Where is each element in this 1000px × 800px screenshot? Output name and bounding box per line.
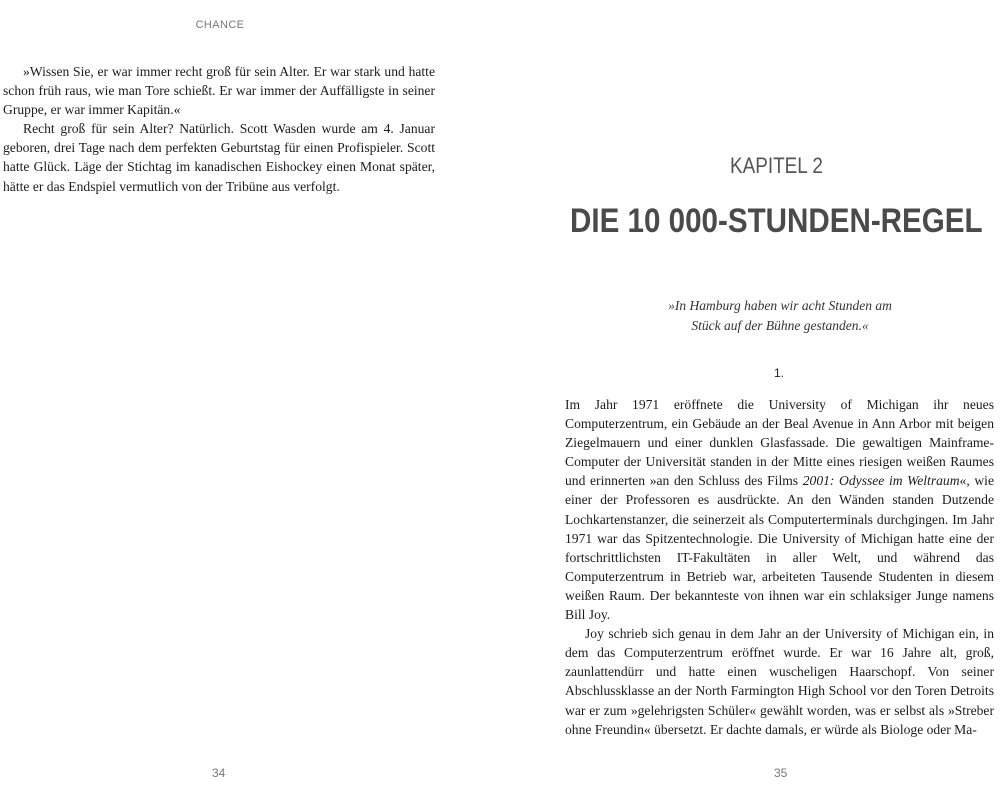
paragraph-text: Im Jahr 1971 eröffnete die University of Michigan ihr neues Computerzentrum, ein Gebäude an der Beal Avenue in Ann Arbor mit beigen Ziegelmauern und einer dunklen Glasfassade. Die gewaltigen Mainframe-Computer der Universität standen in der Mitte eines riesigen weißen Raumes und erinnerten »an den Schluss des Films	[565, 397, 994, 489]
epigraph-line: Stück auf der Bühne gestanden.«	[691, 318, 869, 333]
paragraph: »Wissen Sie, er war immer recht groß für sein Alter. Er war stark und hatte schon früh raus, wie man Tore schießt. Er war immer der Auffälligste in seiner Gruppe, er war immer Kapitän.«	[3, 64, 435, 118]
section-number: 1.	[774, 366, 785, 380]
page-number-left: 34	[212, 766, 226, 780]
paragraph: Recht groß für sein Alter? Natürlich. Scott Wasden wurde am 4. Januar geboren, drei Tage nach dem perfekten Geburtstag für einen Profispieler. Scott hatte Glück. Läge der Stichtag im kanadischen Eishockey einen Monat später, hätte er das Endspiel vermutlich von der Tribüne aus verfolgt.	[3, 121, 435, 194]
left-body-text	[3, 62, 435, 196]
paragraph: Joy schrieb sich genau in dem Jahr an der University of Michigan ein, in dem das Computerzentrum eröffnet wurde. Er war 16 Jahre alt, groß, zaunlattendürr und hatte einen wuscheligen Haarschopf. Von seiner Abschlussklasse an der North Farmington High School vor den Toren Detroits war er zum »gelehrigsten Schüler« gewählt worden, was er selbst als »Streber ohne Freundin« übersetzt. Er dachte damals, er würde als Biologe oder Ma-	[565, 626, 994, 737]
epigraph	[640, 296, 920, 336]
left-page	[0, 0, 440, 800]
epigraph-line: »In Hamburg haben wir acht Stunden am	[668, 298, 892, 313]
paragraph	[565, 395, 994, 624]
film-title: 2001: Odyssee im Weltraum	[802, 473, 960, 489]
paragraph-text: «, wie einer der Professoren es ausdrückte. An den Wänden standen Dutzende Lochkartenstanzer, die seinerzeit als Computerterminals durchgingen. Im Jahr 1971 war das Spitzentechnologie. Die University of Michigan hatte eine der fortschrittlichsten IT-Fakultäten in aller Welt, und während das Computerzentrum in Betrieb war, arbeiteten Tausende Studenten in diesem weißen Raum. Der bekannteste von ihnen war ein schlaksiger Junge namens Bill Joy.	[565, 473, 994, 623]
right-body-text	[565, 395, 994, 739]
right-page	[560, 0, 1000, 800]
page-number-right: 35	[774, 766, 788, 780]
running-head: CHANCE	[195, 19, 245, 31]
chapter-label: KAPITEL 2	[730, 153, 823, 178]
chapter-title: DIE 10 000-STUNDEN-REGEL	[570, 202, 983, 240]
